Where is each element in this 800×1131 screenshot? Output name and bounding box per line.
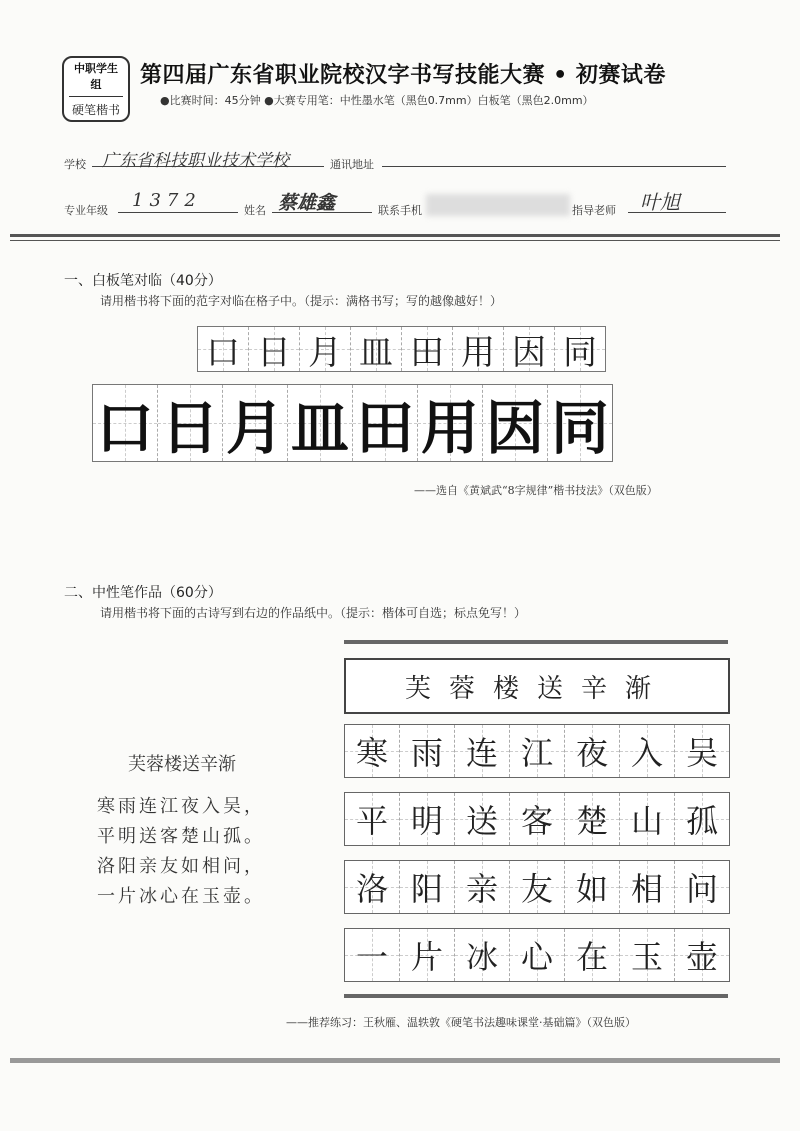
exam-subline: ●比赛时间：45分钟 ●大赛专用笔：中性墨水笔（黑色0.7mm）白板笔（黑色2.0mm） [160,94,594,107]
work-title-box: 芙蓉楼送辛渐 [344,658,730,714]
poem-line: 寒雨连江夜入吴， [97,796,265,817]
work-paper-top-bar [344,640,728,644]
major-label: 专业年级 [64,204,108,217]
model-char-cell: 日 [249,327,300,371]
work-cell[interactable]: 亲 [455,861,510,913]
work-cell[interactable]: 明 [400,793,455,845]
badge-style-label: 硬笔楷书 [71,103,120,117]
work-cell[interactable]: 雨 [400,725,455,777]
practice-char-cell[interactable]: 用 [418,385,483,461]
model-char-cell: 同 [555,327,605,371]
work-cell[interactable]: 山 [620,793,675,845]
work-cell[interactable]: 江 [510,725,565,777]
work-cell[interactable]: 夜 [565,725,620,777]
name-label: 姓名 [244,204,266,217]
work-cell[interactable]: 壶 [675,929,729,981]
work-cell[interactable]: 心 [510,929,565,981]
footer-divider [10,1058,780,1063]
work-cell[interactable]: 楚 [565,793,620,845]
poem-title: 芙蓉楼送辛渐 [128,754,236,775]
practice-char-row[interactable] [92,384,613,462]
teacher-label: 指导老师 [572,204,616,217]
work-cell[interactable]: 冰 [455,929,510,981]
work-paper-bottom-bar [344,994,728,998]
model-char-row [197,326,606,372]
practice-char-cell[interactable]: 田 [353,385,418,461]
practice-char-cell[interactable]: 皿 [288,385,353,461]
practice-char-cell[interactable]: 日 [158,385,223,461]
work-cell[interactable]: 寒 [345,725,400,777]
model-char-cell: 皿 [351,327,402,371]
badge-group-label: 中职学生组 [69,60,123,97]
model-char-cell: 因 [504,327,555,371]
poem-line: 平明送客楚山孤。 [97,826,265,847]
work-row[interactable] [344,792,730,846]
work-cell[interactable]: 平 [345,793,400,845]
practice-char-cell[interactable]: 因 [483,385,548,461]
practice-char-cell[interactable]: 月 [223,385,288,461]
school-value: 广东省科技职业技术学校 [102,151,289,171]
section1-caption: ——选自《黄斌武“8字规律”楷书技法》（双色版） [414,484,658,497]
header-divider [10,234,780,237]
school-label: 学校 [64,158,86,171]
section2-caption: ——推荐练习：王秋雁、温轶敦《硬笔书法趣味课堂·基础篇》（双色版） [286,1016,636,1029]
work-cell[interactable]: 一 [345,929,400,981]
category-badge [62,56,130,122]
practice-char-cell[interactable]: 同 [548,385,612,461]
work-cell[interactable]: 玉 [620,929,675,981]
major-value: 1372 [132,190,202,211]
section1-title: 一、白板笔对临（40分） [64,273,222,289]
address-field[interactable] [382,146,726,167]
work-row[interactable] [344,928,730,982]
work-cell[interactable]: 入 [620,725,675,777]
model-char-cell: 用 [453,327,504,371]
work-cell[interactable]: 连 [455,725,510,777]
section2-title: 二、中性笔作品（60分） [64,585,222,601]
work-cell[interactable]: 客 [510,793,565,845]
section2-hint: 请用楷书将下面的古诗写到右边的作品纸中。（提示：楷体可自选；标点免写！） [100,606,527,620]
teacher-value: 叶旭 [640,190,680,214]
work-cell[interactable]: 问 [675,861,729,913]
name-value: 蔡雄鑫 [278,192,336,214]
work-cell[interactable]: 友 [510,861,565,913]
work-cell[interactable]: 吴 [675,725,729,777]
phone-redacted [426,194,570,216]
address-label: 通讯地址 [330,158,374,171]
work-cell[interactable]: 阳 [400,861,455,913]
work-cell[interactable]: 在 [565,929,620,981]
phone-label: 联系手机 [378,204,422,217]
work-cell[interactable]: 片 [400,929,455,981]
poem-line: 洛阳亲友如相问， [97,856,265,877]
poem-line: 一片冰心在玉壶。 [97,886,265,907]
work-cell[interactable]: 送 [455,793,510,845]
model-char-cell: 口 [198,327,249,371]
work-row[interactable] [344,860,730,914]
exam-title: 第四届广东省职业院校汉字书写技能大赛 • 初赛试卷 [140,63,666,88]
header-divider-thin [10,240,780,241]
work-row[interactable] [344,724,730,778]
model-char-cell: 田 [402,327,453,371]
work-cell[interactable]: 孤 [675,793,729,845]
work-cell[interactable]: 洛 [345,861,400,913]
work-cell[interactable]: 相 [620,861,675,913]
work-cell[interactable]: 如 [565,861,620,913]
model-char-cell: 月 [300,327,351,371]
practice-char-cell[interactable]: 口 [93,385,158,461]
section1-hint: 请用楷书将下面的范字对临在格子中。（提示：满格书写；写的越像越好！） [100,294,503,308]
